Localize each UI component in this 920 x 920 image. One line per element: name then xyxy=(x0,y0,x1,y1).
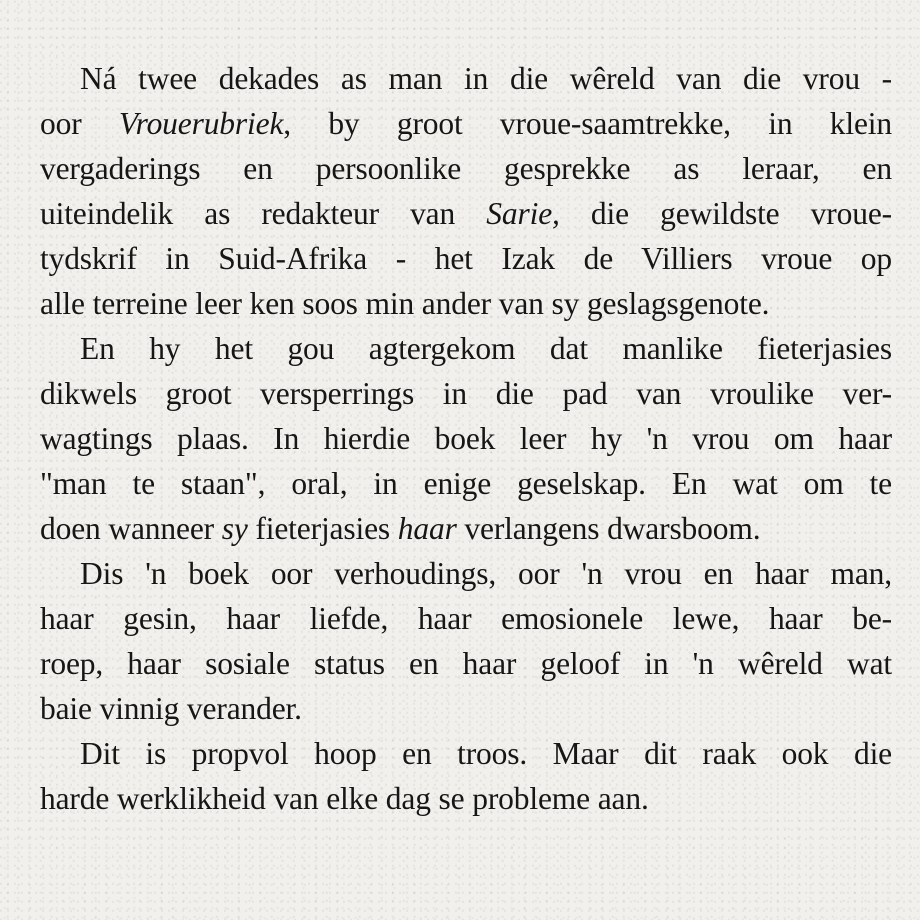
text-line: roep, haar sosiale status en haar geloof in 'n wêreld wat xyxy=(40,646,892,681)
paragraph-3 xyxy=(40,551,892,731)
text-line: Ná twee dekades as man in die wêreld van die vrou - xyxy=(80,61,892,96)
text-line: tydskrif in Suid-Afrika - het Izak de Villiers vroue op xyxy=(40,241,892,276)
paragraph-4 xyxy=(40,731,892,821)
text-line: dikwels groot versperrings in die pad van vroulike ver- xyxy=(40,376,892,411)
text-line: alle terreine leer ken soos min ander van sy geslagsgenote. xyxy=(40,286,770,321)
text-line: Dis 'n boek oor verhoudings, oor 'n vrou en haar man, xyxy=(80,556,892,591)
italic-text: haar xyxy=(397,511,457,546)
italic-text: Vrouerubriek xyxy=(118,106,284,141)
text-line: vergaderings en persoonlike gesprekke as leraar, en xyxy=(40,151,892,186)
text-line: baie vinnig verander. xyxy=(40,691,302,726)
text-line: "man te staan", oral, in enige geselskap. En wat om te xyxy=(40,466,892,501)
text-line: Dit is propvol hoop en troos. Maar dit raak ook die xyxy=(80,736,892,771)
text-line: haar gesin, haar liefde, haar emosionele lewe, haar be- xyxy=(40,601,892,636)
text-line: wagtings plaas. In hierdie boek leer hy 'n vrou om haar xyxy=(40,421,892,456)
paragraph-2 xyxy=(40,326,892,551)
italic-text: sy xyxy=(221,511,248,546)
text-line: uiteindelik as redakteur van Sarie, die gewildste vroue- xyxy=(40,196,892,231)
paragraph-1 xyxy=(40,56,892,326)
text-line: harde werklikheid van elke dag se probleme aan. xyxy=(40,781,649,816)
italic-text: Sarie, xyxy=(486,196,560,231)
text-line: doen wanneer sy fieterjasies haar verlangens dwarsboom. xyxy=(40,511,761,546)
text-line: En hy het gou agtergekom dat manlike fieterjasies xyxy=(80,331,892,366)
blurb-text-body xyxy=(40,56,892,821)
text-line: oor Vrouerubriek, by groot vroue-saamtrekke, in klein xyxy=(40,106,892,141)
